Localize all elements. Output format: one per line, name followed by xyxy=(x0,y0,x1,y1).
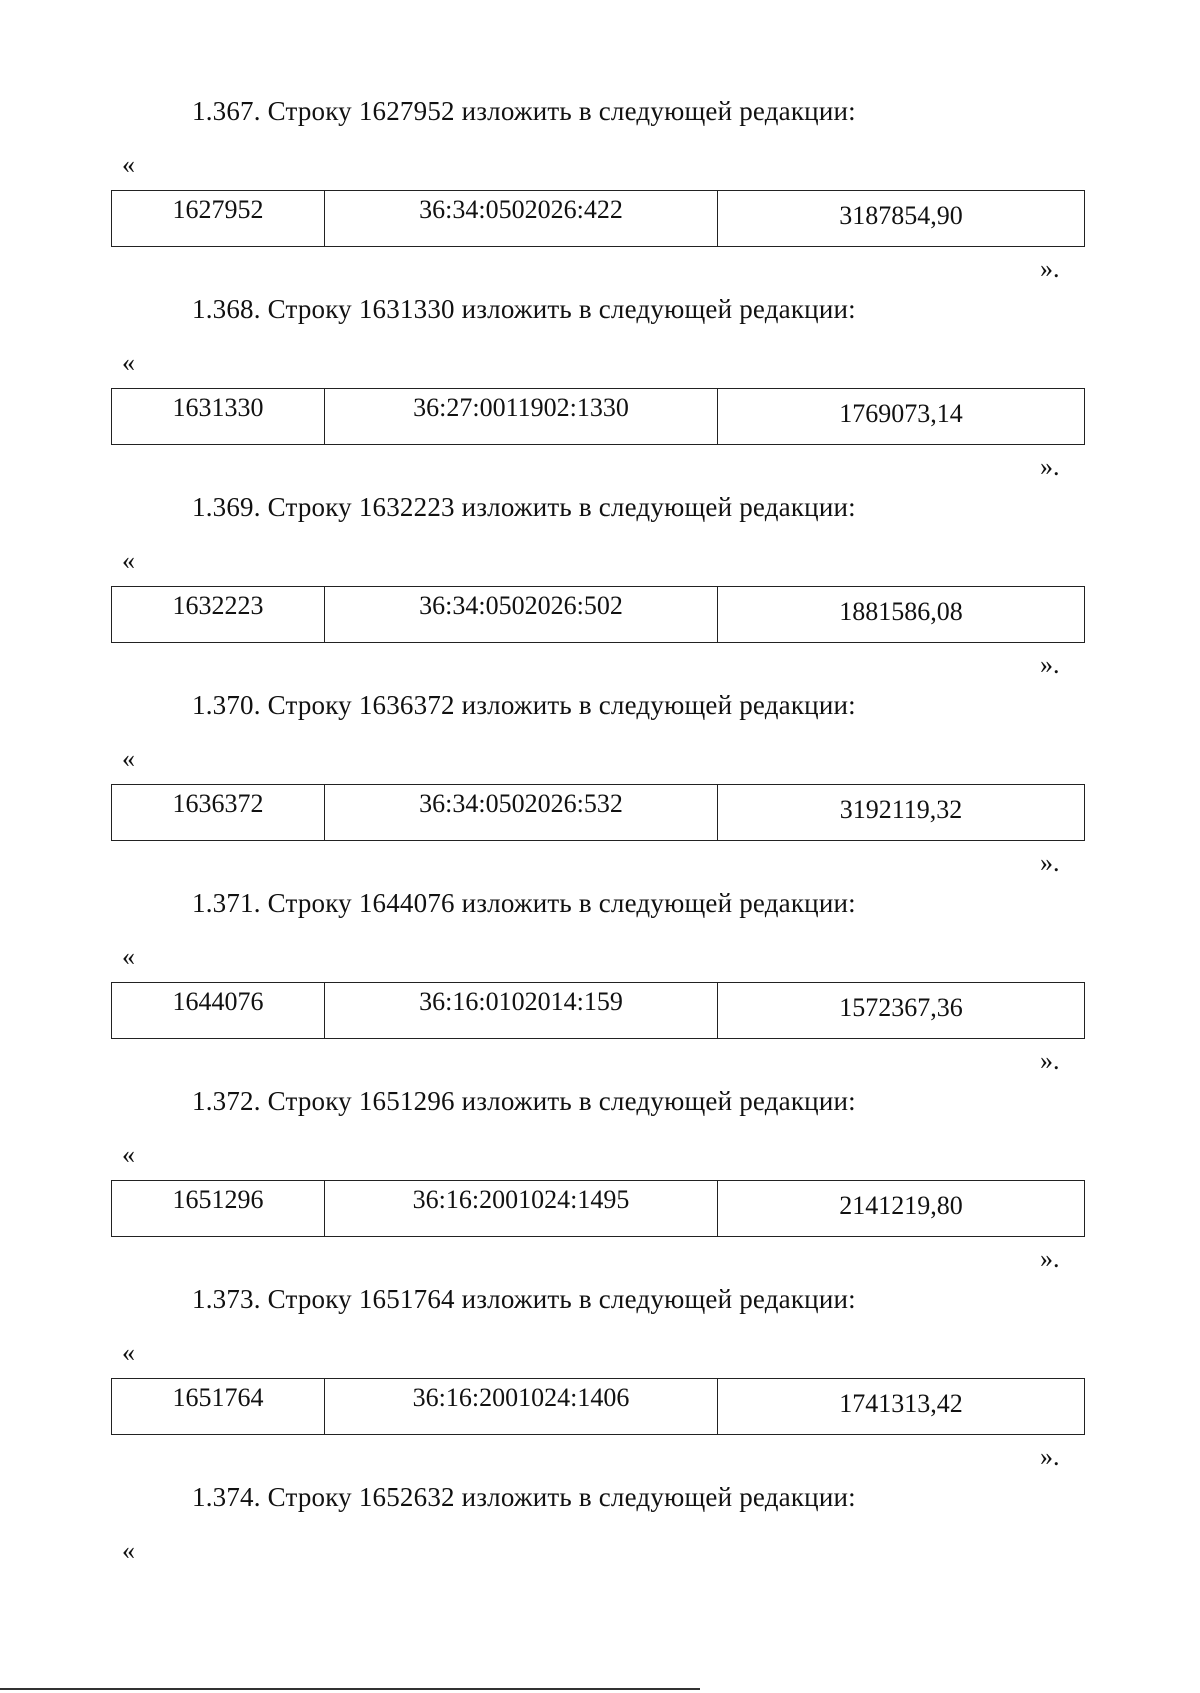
value-cell: 1769073,14 xyxy=(718,389,1085,445)
cadastral-number-cell: 36:34:0502026:532 xyxy=(325,785,718,841)
row-number-cell: 1651296 xyxy=(112,1181,325,1237)
row-number-cell: 1636372 xyxy=(112,785,325,841)
amendment-table xyxy=(111,784,1085,841)
row-number-cell: 1651764 xyxy=(112,1379,325,1435)
amendment-table xyxy=(111,982,1085,1039)
open-quote: « xyxy=(122,1536,135,1565)
row-number-cell: 1631330 xyxy=(112,389,325,445)
cadastral-number-cell: 36:16:0102014:159 xyxy=(325,983,718,1039)
value-cell: 3187854,90 xyxy=(718,191,1085,247)
cadastral-number-cell: 36:34:0502026:502 xyxy=(325,587,718,643)
value-cell: 2141219,80 xyxy=(718,1181,1085,1237)
amendment-table xyxy=(111,586,1085,643)
value-cell: 1741313,42 xyxy=(718,1379,1085,1435)
amendment-heading: 1.370. Строку 1636372 изложить в следующей редакции: xyxy=(192,690,856,720)
close-quote: ». xyxy=(1040,1442,1060,1471)
value-cell: 3192119,32 xyxy=(718,785,1085,841)
open-quote: « xyxy=(122,942,135,971)
open-quote: « xyxy=(122,744,135,773)
row-number-cell: 1627952 xyxy=(112,191,325,247)
close-quote: ». xyxy=(1040,452,1060,481)
open-quote: « xyxy=(122,348,135,377)
cadastral-number-cell: 36:27:0011902:1330 xyxy=(325,389,718,445)
open-quote: « xyxy=(122,1338,135,1367)
value-cell: 1881586,08 xyxy=(718,587,1085,643)
close-quote: ». xyxy=(1040,1244,1060,1273)
page-bottom-rule xyxy=(0,1688,700,1690)
amendment-heading: 1.369. Строку 1632223 изложить в следующей редакции: xyxy=(192,492,856,522)
close-quote: ». xyxy=(1040,848,1060,877)
cadastral-number-cell: 36:16:2001024:1495 xyxy=(325,1181,718,1237)
cadastral-number-cell: 36:16:2001024:1406 xyxy=(325,1379,718,1435)
open-quote: « xyxy=(122,150,135,179)
amendment-table xyxy=(111,190,1085,247)
cadastral-number-cell: 36:34:0502026:422 xyxy=(325,191,718,247)
amendment-table xyxy=(111,1180,1085,1237)
row-number-cell: 1644076 xyxy=(112,983,325,1039)
amendment-heading: 1.371. Строку 1644076 изложить в следующей редакции: xyxy=(192,888,856,918)
open-quote: « xyxy=(122,1140,135,1169)
open-quote: « xyxy=(122,546,135,575)
amendment-heading: 1.374. Строку 1652632 изложить в следующей редакции: xyxy=(192,1482,856,1512)
close-quote: ». xyxy=(1040,254,1060,283)
close-quote: ». xyxy=(1040,650,1060,679)
amendment-heading: 1.373. Строку 1651764 изложить в следующей редакции: xyxy=(192,1284,856,1314)
row-number-cell: 1632223 xyxy=(112,587,325,643)
amendment-heading: 1.372. Строку 1651296 изложить в следующей редакции: xyxy=(192,1086,856,1116)
amendment-heading: 1.368. Строку 1631330 изложить в следующей редакции: xyxy=(192,294,856,324)
close-quote: ». xyxy=(1040,1046,1060,1075)
amendment-heading: 1.367. Строку 1627952 изложить в следующей редакции: xyxy=(192,96,856,126)
amendment-table xyxy=(111,1378,1085,1435)
value-cell: 1572367,36 xyxy=(718,983,1085,1039)
amendment-table xyxy=(111,388,1085,445)
